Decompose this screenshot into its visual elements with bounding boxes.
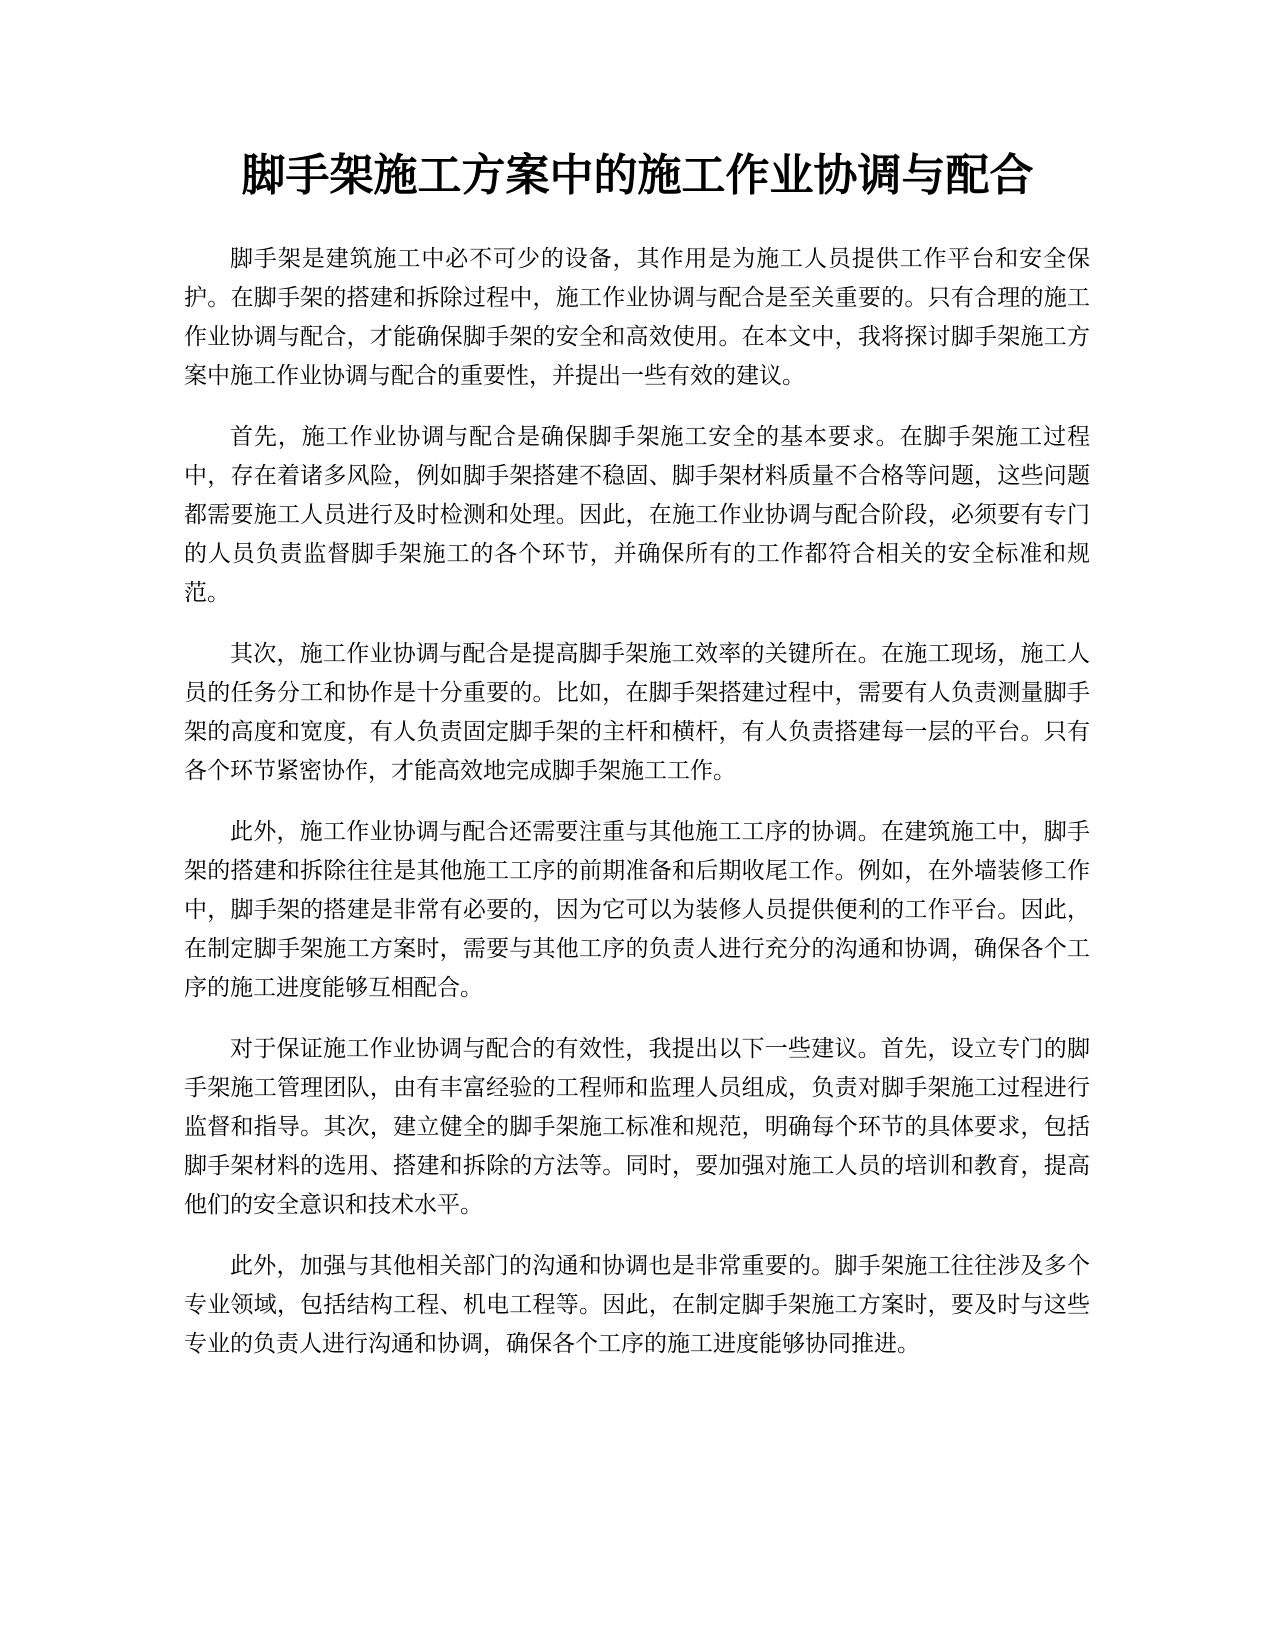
paragraph-3: 其次，施工作业协调与配合是提高脚手架施工效率的关键所在。在施工现场，施工人员的任务分工和协作是十分重要的。比如，在脚手架搭建过程中，需要有人负责测量脚手架的高度和宽度，有人负责固定脚手架的主杆和横杆，有人负责搭建每一层的平台。只有各个环节紧密协作，才能高效地完成脚手架施工工作。 [184,641,1090,784]
paragraph-5: 对于保证施工作业协调与配合的有效性，我提出以下一些建议。首先，设立专门的脚手架施工管理团队，由有丰富经验的工程师和监理人员组成，负责对脚手架施工过程进行监督和指导。其次，建立健全的脚手架施工标准和规范，明确每个环节的具体要求，包括脚手架材料的选用、搭建和拆除的方法等。同时，要加强对施工人员的培训和教育，提高他们的安全意识和技术水平。 [184,1036,1090,1218]
document-body [184,240,1090,1386]
paragraph-6: 此外，加强与其他相关部门的沟通和协调也是非常重要的。脚手架施工往往涉及多个专业领域，包括结构工程、机电工程等。因此，在制定脚手架施工方案时，要及时与这些专业的负责人进行沟通和协调，确保各个工序的施工进度能够协同推进。 [184,1253,1090,1357]
document-title: 脚手架施工方案中的施工作业协调与配合 [241,150,1034,201]
paragraph-2: 首先，施工作业协调与配合是确保脚手架施工安全的基本要求。在脚手架施工过程中，存在着诸多风险，例如脚手架搭建不稳固、脚手架材料质量不合格等问题，这些问题都需要施工人员进行及时检测和处理。因此，在施工作业协调与配合阶段，必须要有专门的人员负责监督脚手架施工的各个环节，并确保所有的工作都符合相关的安全标准和规范。 [184,424,1090,606]
paragraph-1: 脚手架是建筑施工中必不可少的设备，其作用是为施工人员提供工作平台和安全保护。在脚手架的搭建和拆除过程中，施工作业协调与配合是至关重要的。只有合理的施工作业协调与配合，才能确保脚手架的安全和高效使用。在本文中，我将探讨脚手架施工方案中施工作业协调与配合的重要性，并提出一些有效的建议。 [184,246,1090,389]
paragraph-4: 此外，施工作业协调与配合还需要注重与其他施工工序的协调。在建筑施工中，脚手架的搭建和拆除往往是其他施工工序的前期准备和后期收尾工作。例如，在外墙装修工作中，脚手架的搭建是非常有必要的，因为它可以为装修人员提供便利的工作平台。因此，在制定脚手架施工方案时，需要与其他工序的负责人进行充分的沟通和协调，确保各个工序的施工进度能够互相配合。 [184,819,1090,1001]
